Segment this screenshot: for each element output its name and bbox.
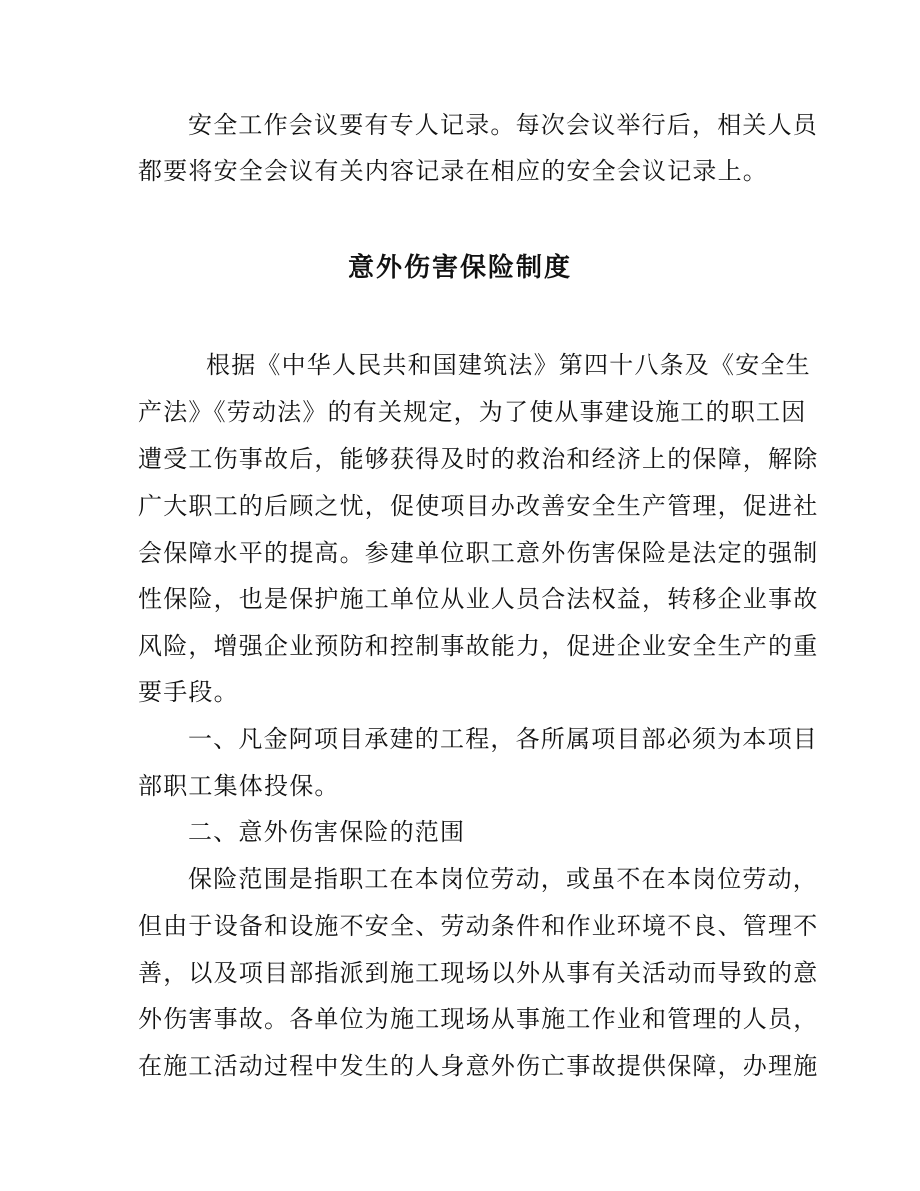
paragraph-4-line-3: 善，以及项目部指派到施工现场以外从事有关活动而导致的意 [138,959,819,987]
paragraph-4-line-1: 保险范围是指职工在本岗位劳动，或虽不在本岗位劳动， [188,865,818,893]
paragraph-3-line-1: 二、意外伤害保险的范围 [188,818,466,846]
intro-line-1: 安全工作会议要有专人记录。每次会议举行后，相关人员 [188,111,818,139]
paragraph-1-line-4: 广大职工的后顾之忧，促使项目办改善安全生产管理，促进社 [138,492,819,520]
paragraph-1-line-2: 产法》《劳动法》的有关规定，为了使从事建设施工的职工因 [138,398,807,426]
paragraph-4-line-4: 外伤害事故。各单位为施工现场从事施工作业和管理的人员， [138,1005,819,1033]
section-title: 意外伤害保险制度 [347,253,572,283]
paragraph-1-line-5: 会保障水平的提高。参建单位职工意外伤害保险是法定的强制 [138,539,819,567]
paragraph-4-line-5: 在施工活动过程中发生的人身意外伤亡事故提供保障，办理施 [138,1052,819,1080]
paragraph-1-line-8: 要手段。 [138,678,239,706]
paragraph-1-line-3: 遭受工伤事故后，能够获得及时的救治和经济上的保障，解除 [138,445,819,473]
paragraph-1-line-1: 根据《中华人民共和国建筑法》第四十八条及《安全生 [206,351,811,379]
intro-line-2: 都要将安全会议有关内容记录在相应的安全会议记录上。 [138,157,768,185]
paragraph-1-line-7: 风险，增强企业预防和控制事故能力，促进企业安全生产的重 [138,632,819,660]
paragraph-2-line-1: 一、凡金阿项目承建的工程，各所属项目部必须为本项目 [188,725,818,753]
paragraph-2-line-2: 部职工集体投保。 [138,772,340,800]
paragraph-4-line-2: 但由于设备和设施不安全、劳动条件和作业环境不良、管理不 [138,912,819,940]
paragraph-1-line-6: 性保险，也是保护施工单位从业人员合法权益，转移企业事故 [138,585,819,613]
